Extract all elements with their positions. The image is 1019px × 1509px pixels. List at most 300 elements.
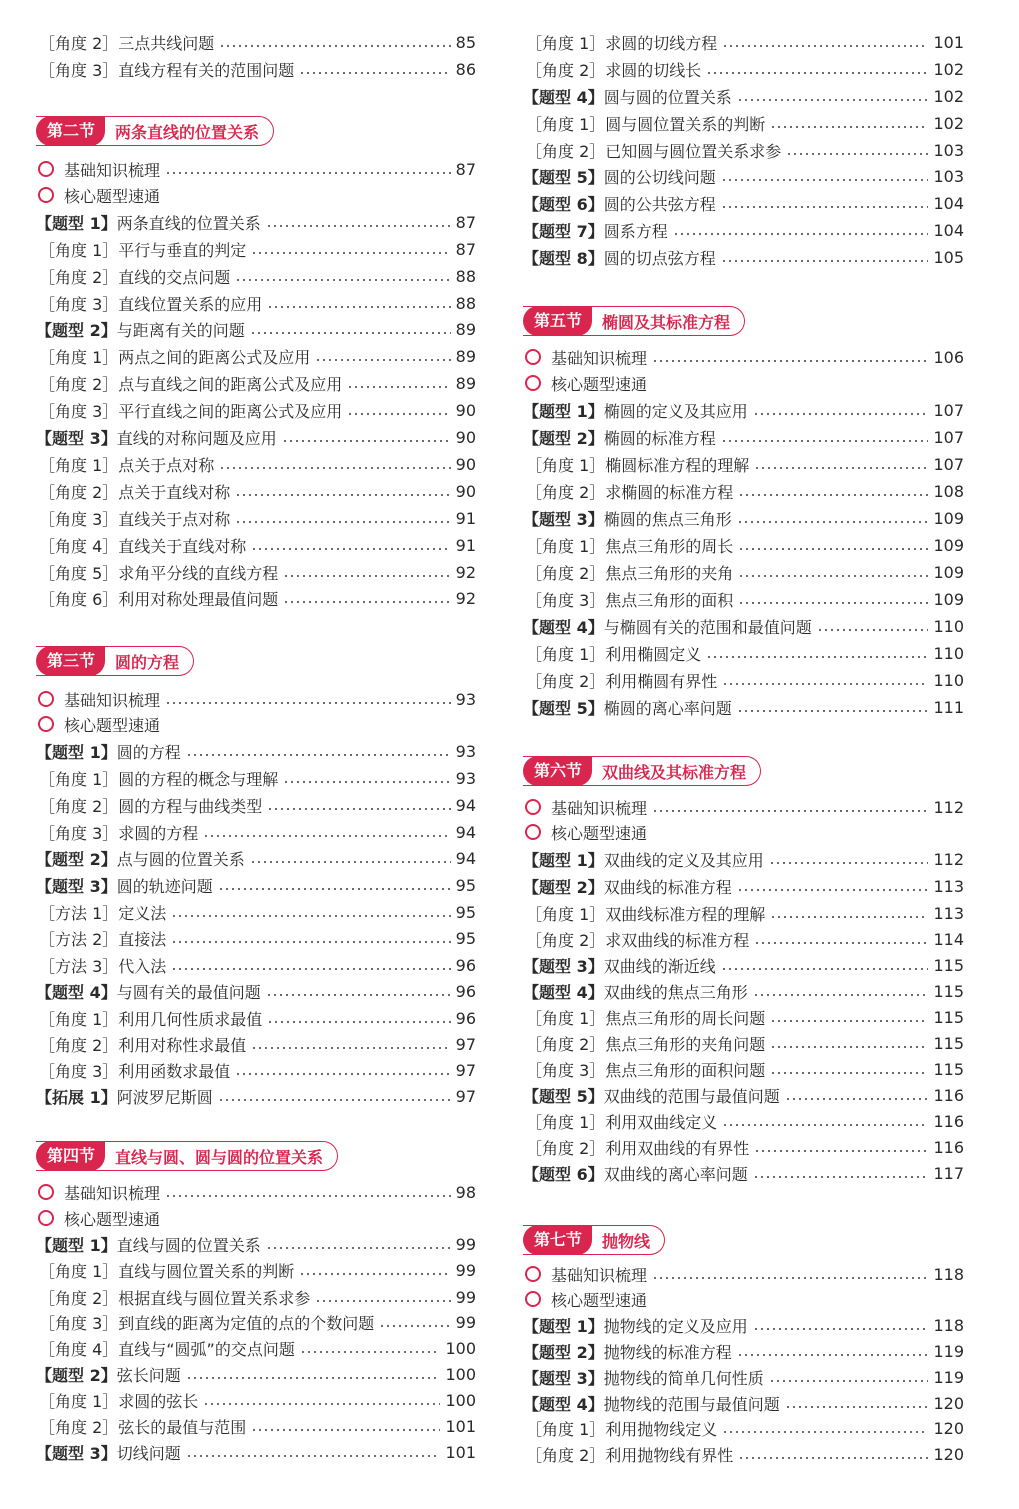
page-number: 104 — [933, 220, 964, 240]
toc-subentry[interactable] — [36, 398, 476, 422]
dot-leader — [218, 1099, 451, 1101]
entry-label — [36, 426, 277, 449]
entry-text: 圆的公切线问题 — [603, 167, 716, 187]
entry-text: 椭圆的定义及其应用 — [603, 401, 748, 421]
entry-text: ［角度 2］求圆的切线长 — [526, 60, 702, 80]
entry-label — [36, 399, 342, 422]
dot-leader — [753, 1328, 929, 1330]
dot-leader — [737, 99, 929, 101]
entry-label — [523, 1392, 780, 1415]
dot-leader — [770, 1072, 928, 1074]
toc-subentry[interactable] — [36, 1258, 476, 1282]
toc-subentry[interactable] — [36, 264, 476, 288]
page-number: 102 — [933, 113, 964, 133]
page-number: 112 — [933, 797, 964, 817]
dot-leader — [769, 862, 929, 864]
entry-label — [523, 1340, 732, 1363]
entry-label — [36, 211, 261, 234]
toc-subentry[interactable] — [523, 668, 964, 692]
page-number: 86 — [455, 59, 476, 79]
page-number: 97 — [455, 1034, 476, 1054]
entry-text: ［角度 1］椭圆标准方程的理解 — [526, 455, 750, 475]
dot-leader — [379, 1325, 450, 1327]
type-tag: 【题型 3】 — [36, 876, 117, 896]
section-header-frame — [36, 116, 274, 146]
dot-leader — [250, 332, 451, 334]
entry-label — [36, 1441, 181, 1464]
entry-text: 基础知识梳理 — [551, 348, 648, 368]
page-number: 105 — [933, 247, 964, 267]
entry-text: 与距离有关的问题 — [116, 320, 245, 340]
entry-label — [64, 1181, 160, 1204]
entry-text: ［角度 2］圆的方程与曲线类型 — [39, 796, 263, 816]
toc-subentry[interactable] — [523, 1031, 964, 1055]
entry-text: ［角度 2］三点共线问题 — [39, 33, 215, 53]
page-number: 101 — [445, 1416, 476, 1436]
entry-text: 抛物线的标准方程 — [603, 1342, 732, 1362]
entry-text: ［角度 2］焦点三角形的夹角问题 — [526, 1034, 766, 1054]
toc-subentry[interactable] — [36, 766, 476, 790]
toc-section-entry[interactable] — [36, 687, 476, 711]
section-title: 圆的方程 — [115, 652, 180, 672]
ring-bullet-icon — [38, 1184, 54, 1200]
toc-type-entry[interactable] — [523, 953, 964, 977]
entry-label — [523, 696, 732, 719]
toc-subentry[interactable] — [36, 237, 476, 261]
page-number: 102 — [933, 59, 964, 79]
entry-label — [36, 927, 166, 950]
toc-type-entry[interactable] — [523, 979, 964, 1003]
entry-text: ［角度 3］直线关于点对称 — [39, 509, 231, 529]
entry-label — [523, 58, 701, 81]
toc-section-entry[interactable] — [36, 1206, 476, 1230]
page-number: 110 — [933, 616, 964, 636]
entry-text: 直线与圆的位置关系 — [116, 1235, 261, 1255]
entry-text: 椭圆的焦点三角形 — [603, 509, 732, 529]
toc-subentry[interactable] — [36, 900, 476, 924]
toc-section-entry[interactable] — [523, 371, 964, 395]
toc-type-entry[interactable] — [36, 1232, 476, 1256]
type-tag: 【题型 3】 — [523, 1368, 604, 1388]
toc-subentry[interactable] — [36, 479, 476, 503]
toc-subentry[interactable] — [523, 533, 964, 557]
page-number: 120 — [933, 1444, 964, 1464]
toc-subentry[interactable] — [523, 111, 964, 135]
toc-type-entry[interactable] — [36, 1362, 476, 1386]
type-tag: 【题型 7】 — [523, 221, 604, 241]
section-header — [36, 116, 274, 146]
entry-text: ［角度 1］利用椭圆定义 — [526, 644, 702, 664]
page-number: 90 — [455, 454, 476, 474]
toc-subentry[interactable] — [36, 953, 476, 977]
page-number: 99 — [455, 1234, 476, 1254]
type-tag: 【题型 1】 — [36, 742, 117, 762]
dot-leader — [250, 861, 451, 863]
entry-text: ［角度 1］焦点三角形的周长 — [526, 536, 734, 556]
toc-subentry[interactable] — [523, 641, 964, 665]
toc-type-entry[interactable] — [36, 979, 476, 1003]
entry-label — [36, 901, 166, 924]
dot-leader — [722, 1124, 928, 1126]
page-number: 119 — [933, 1341, 964, 1361]
toc-section-entry[interactable] — [523, 345, 964, 369]
entry-label — [523, 139, 781, 162]
page-number: 99 — [455, 1287, 476, 1307]
toc-type-entry[interactable] — [523, 1083, 964, 1107]
entry-label — [523, 480, 733, 503]
dot-leader — [315, 359, 450, 361]
entry-label — [64, 184, 160, 207]
toc-section-entry[interactable] — [523, 1287, 964, 1311]
entry-label — [523, 588, 733, 611]
entry-label — [36, 1007, 262, 1030]
page-number: 95 — [455, 902, 476, 922]
page-number: 111 — [933, 697, 964, 717]
page-number: 92 — [455, 588, 476, 608]
page-number: 88 — [455, 293, 476, 313]
entry-label — [36, 1286, 310, 1309]
toc-type-entry[interactable] — [523, 847, 964, 871]
entry-label — [36, 874, 213, 897]
page-number: 100 — [445, 1338, 476, 1358]
toc-subentry[interactable] — [523, 1416, 964, 1440]
toc-subentry[interactable] — [523, 1442, 964, 1466]
entry-text: 基础知识梳理 — [64, 1183, 161, 1203]
toc-subentry[interactable] — [523, 138, 964, 162]
page-number: 117 — [933, 1163, 964, 1183]
entry-label — [523, 31, 717, 54]
page-number: 96 — [455, 1008, 476, 1028]
entry-text: ［角度 1］求圆的切线方程 — [526, 33, 718, 53]
ring-bullet-icon — [38, 187, 54, 203]
type-tag: 【题型 2】 — [523, 877, 604, 897]
type-tag: 【题型 4】 — [523, 1394, 604, 1414]
toc-type-entry[interactable] — [523, 245, 964, 269]
dot-leader — [785, 1406, 929, 1408]
dot-leader — [283, 575, 450, 577]
page-number: 103 — [933, 166, 964, 186]
section-header — [36, 646, 194, 676]
entry-label — [523, 1443, 733, 1466]
entry-label — [36, 507, 230, 530]
toc-section-entry[interactable] — [36, 183, 476, 207]
page-number: 96 — [455, 955, 476, 975]
toc-section-entry[interactable] — [36, 157, 476, 181]
entry-text: ［方法 1］定义法 — [39, 903, 167, 923]
entry-text: ［角度 2］弦长的最值与范围 — [39, 1417, 247, 1437]
toc-subentry[interactable] — [36, 560, 476, 584]
toc-type-entry[interactable] — [523, 218, 964, 242]
toc-type-entry[interactable] — [523, 614, 964, 638]
section-header-frame — [523, 1225, 665, 1255]
entry-label — [551, 346, 647, 369]
toc-subentry[interactable] — [523, 1135, 964, 1159]
toc-type-entry[interactable] — [523, 874, 964, 898]
toc-subentry[interactable] — [36, 452, 476, 476]
type-tag: 【题型 5】 — [523, 1086, 604, 1106]
page-number: 109 — [933, 562, 964, 582]
toc-subentry[interactable] — [36, 1006, 476, 1030]
entry-text: ［角度 3］求圆的方程 — [39, 823, 199, 843]
entry-label — [36, 587, 278, 610]
toc-type-entry[interactable] — [523, 398, 964, 422]
toc-subentry[interactable] — [523, 57, 964, 81]
toc-type-entry[interactable] — [523, 1313, 964, 1337]
page-number: 120 — [933, 1393, 964, 1413]
toc-type-entry[interactable] — [523, 1339, 964, 1363]
toc-subentry[interactable] — [523, 1057, 964, 1081]
toc-subentry[interactable] — [36, 926, 476, 950]
toc-subentry[interactable] — [36, 793, 476, 817]
page-number: 97 — [455, 1060, 476, 1080]
entry-label — [36, 345, 310, 368]
entry-label — [523, 980, 748, 1003]
entry-text: ［角度 1］两点之间的距离公式及应用 — [39, 347, 311, 367]
entry-label — [36, 1033, 246, 1056]
toc-subentry[interactable] — [36, 586, 476, 610]
entry-text: 抛物线的范围与最值问题 — [603, 1394, 780, 1414]
page-number: 85 — [455, 32, 476, 52]
entry-text: ［角度 1］利用抛物线定义 — [526, 1419, 718, 1439]
toc-subentry[interactable] — [36, 1310, 476, 1334]
dot-leader — [721, 179, 929, 181]
dot-leader — [251, 1429, 440, 1431]
dot-leader — [786, 153, 928, 155]
page-number: 113 — [933, 876, 964, 896]
dot-leader — [722, 45, 928, 47]
toc-type-entry[interactable] — [36, 210, 476, 234]
page-number: 101 — [933, 32, 964, 52]
entry-label — [36, 1415, 246, 1438]
toc-type-entry[interactable] — [523, 1365, 964, 1389]
entry-label — [523, 1032, 765, 1055]
toc-section-entry[interactable] — [36, 1180, 476, 1204]
page-number: 116 — [933, 1137, 964, 1157]
entry-text: ［角度 1］圆的方程的概念与理解 — [39, 769, 279, 789]
type-tag: 【题型 3】 — [523, 956, 604, 976]
entry-text: ［角度 2］直线的交点问题 — [39, 267, 231, 287]
page-number: 92 — [455, 562, 476, 582]
page-number: 101 — [445, 1442, 476, 1462]
toc-subentry[interactable] — [523, 560, 964, 584]
toc-subentry[interactable] — [36, 1388, 476, 1412]
entry-label — [36, 292, 262, 315]
entry-text: 核心题型速通 — [64, 1209, 161, 1229]
entry-text: 核心题型速通 — [64, 715, 161, 735]
dot-leader — [165, 702, 451, 704]
entry-text: 双曲线的范围与最值问题 — [603, 1086, 780, 1106]
entry-label — [64, 158, 160, 181]
toc-subentry[interactable] — [523, 587, 964, 611]
type-tag: 【题型 2】 — [523, 1342, 604, 1362]
entry-label — [64, 1207, 160, 1230]
entry-text: ［角度 1］焦点三角形的周长问题 — [526, 1008, 766, 1028]
toc-type-entry[interactable] — [523, 1161, 964, 1185]
entry-label — [36, 821, 198, 844]
page-number: 103 — [933, 140, 964, 160]
page-number: 113 — [933, 903, 964, 923]
toc-subentry[interactable] — [36, 1414, 476, 1438]
entry-label — [523, 1417, 717, 1440]
page-number: 91 — [455, 535, 476, 555]
toc-type-entry[interactable] — [36, 425, 476, 449]
dot-leader — [171, 941, 450, 943]
dot-leader — [652, 360, 928, 362]
toc-type-entry[interactable] — [36, 846, 476, 870]
page-number: 112 — [933, 849, 964, 869]
page-number: 110 — [933, 670, 964, 690]
page-number: 97 — [455, 1086, 476, 1106]
entry-text: 切线问题 — [116, 1443, 181, 1463]
entry-label — [64, 713, 160, 736]
dot-leader — [770, 916, 928, 918]
entry-text: 双曲线的定义及其应用 — [603, 850, 764, 870]
toc-section-entry[interactable] — [523, 820, 964, 844]
toc-subentry[interactable] — [36, 1032, 476, 1056]
entry-label — [523, 669, 717, 692]
entry-text: 核心题型速通 — [551, 374, 648, 394]
entry-text: ［角度 2］求椭圆的标准方程 — [526, 482, 734, 502]
toc-type-entry[interactable] — [523, 695, 964, 719]
toc-type-entry[interactable] — [36, 1084, 476, 1108]
type-tag: 【题型 2】 — [36, 849, 117, 869]
page-number: 107 — [933, 400, 964, 420]
entry-text: ［角度 4］直线关于直线对称 — [39, 536, 247, 556]
toc-subentry[interactable] — [36, 57, 476, 81]
dot-leader — [267, 808, 450, 810]
type-tag: 【题型 1】 — [523, 401, 604, 421]
entry-label — [551, 796, 647, 819]
entry-text: ［角度 3］直线位置关系的应用 — [39, 294, 263, 314]
dot-leader — [283, 781, 450, 783]
toc-section-entry[interactable] — [36, 712, 476, 736]
toc-type-entry[interactable] — [523, 84, 964, 108]
toc-subentry[interactable] — [523, 479, 964, 503]
toc-type-entry[interactable] — [36, 739, 476, 763]
toc-subentry[interactable] — [36, 291, 476, 315]
dot-leader — [186, 1377, 441, 1379]
entry-text: ［角度 3］平行直线之间的距离公式及应用 — [39, 401, 343, 421]
dot-leader — [186, 1455, 441, 1457]
toc-subentry[interactable] — [36, 30, 476, 54]
dot-leader — [737, 710, 929, 712]
dot-leader — [738, 602, 928, 604]
type-tag: 【题型 2】 — [523, 428, 604, 448]
page-number: 115 — [933, 955, 964, 975]
toc-type-entry[interactable] — [523, 164, 964, 188]
page-number: 107 — [933, 427, 964, 447]
ring-bullet-icon — [38, 1210, 54, 1226]
ring-bullet-icon — [38, 161, 54, 177]
toc-subentry[interactable] — [36, 1285, 476, 1309]
section-header — [523, 756, 761, 786]
type-tag: 【题型 1】 — [523, 1316, 604, 1336]
page-number: 94 — [455, 795, 476, 815]
entry-text: ［角度 3］焦点三角形的面积问题 — [526, 1060, 766, 1080]
toc-subentry[interactable] — [523, 927, 964, 951]
dot-leader — [753, 413, 929, 415]
toc-subentry[interactable] — [523, 1005, 964, 1029]
page-number: 118 — [933, 1315, 964, 1335]
dot-leader — [267, 306, 450, 308]
entry-text: 基础知识梳理 — [551, 798, 648, 818]
page-number: 94 — [455, 822, 476, 842]
entry-label — [523, 507, 732, 530]
entry-label — [523, 1084, 780, 1107]
entry-label — [36, 767, 278, 790]
entry-text: ［角度 2］利用抛物线有界性 — [526, 1445, 734, 1465]
toc-subentry[interactable] — [36, 533, 476, 557]
page-number: 118 — [933, 1264, 964, 1284]
entry-label — [36, 1311, 374, 1334]
entry-text: ［角度 5］求角平分线的直线方程 — [39, 563, 279, 583]
ring-bullet-icon — [525, 1291, 541, 1307]
dot-leader — [770, 126, 928, 128]
entry-text: 核心题型速通 — [64, 186, 161, 206]
type-tag: 【拓展 1】 — [36, 1087, 117, 1107]
toc-type-entry[interactable] — [36, 1440, 476, 1464]
toc-subentry[interactable] — [36, 1058, 476, 1082]
dot-leader — [203, 835, 450, 837]
toc-section-entry[interactable] — [523, 795, 964, 819]
dot-leader — [251, 1047, 450, 1049]
toc-type-entry[interactable] — [36, 873, 476, 897]
entry-text: ［角度 1］点关于点对称 — [39, 455, 215, 475]
entry-label — [36, 740, 181, 763]
toc-subentry[interactable] — [523, 30, 964, 54]
toc-type-entry[interactable] — [36, 317, 476, 341]
toc-type-entry[interactable] — [523, 506, 964, 530]
entry-text: 圆系方程 — [603, 221, 668, 241]
toc-section-entry[interactable] — [523, 1262, 964, 1286]
toc-subentry[interactable] — [36, 344, 476, 368]
toc-subentry[interactable] — [523, 901, 964, 925]
type-tag: 【题型 8】 — [523, 248, 604, 268]
toc-type-entry[interactable] — [523, 191, 964, 215]
entry-text: 基础知识梳理 — [64, 160, 161, 180]
toc-subentry[interactable] — [523, 1109, 964, 1133]
dot-leader — [300, 1351, 441, 1353]
dot-leader — [218, 888, 451, 890]
entry-label — [551, 821, 647, 844]
toc-subentry[interactable] — [36, 1336, 476, 1360]
page-number: 109 — [933, 535, 964, 555]
toc-subentry[interactable] — [523, 452, 964, 476]
entry-text: ［角度 2］求双曲线的标准方程 — [526, 930, 750, 950]
entry-text: 抛物线的简单几何性质 — [603, 1368, 764, 1388]
page-number: 115 — [933, 1059, 964, 1079]
entry-text: 双曲线的标准方程 — [603, 877, 732, 897]
type-tag: 【题型 4】 — [523, 617, 604, 637]
page-number: 99 — [455, 1312, 476, 1332]
type-tag: 【题型 6】 — [523, 194, 604, 214]
toc-type-entry[interactable] — [523, 1391, 964, 1415]
entry-text: ［角度 2］利用双曲线的有界性 — [526, 1138, 750, 1158]
page-number: 115 — [933, 981, 964, 1001]
page-number: 87 — [455, 212, 476, 232]
toc-type-entry[interactable] — [523, 425, 964, 449]
entry-text: 核心题型速通 — [551, 1290, 648, 1310]
type-tag: 【题型 6】 — [523, 1164, 604, 1184]
entry-label — [523, 219, 668, 242]
toc-subentry[interactable] — [36, 371, 476, 395]
dot-leader — [299, 72, 450, 74]
toc-subentry[interactable] — [36, 506, 476, 530]
entry-text: ［角度 1］平行与垂直的判定 — [39, 240, 247, 260]
dot-leader — [266, 1247, 451, 1249]
toc-subentry[interactable] — [36, 820, 476, 844]
type-tag: 【题型 3】 — [523, 509, 604, 529]
